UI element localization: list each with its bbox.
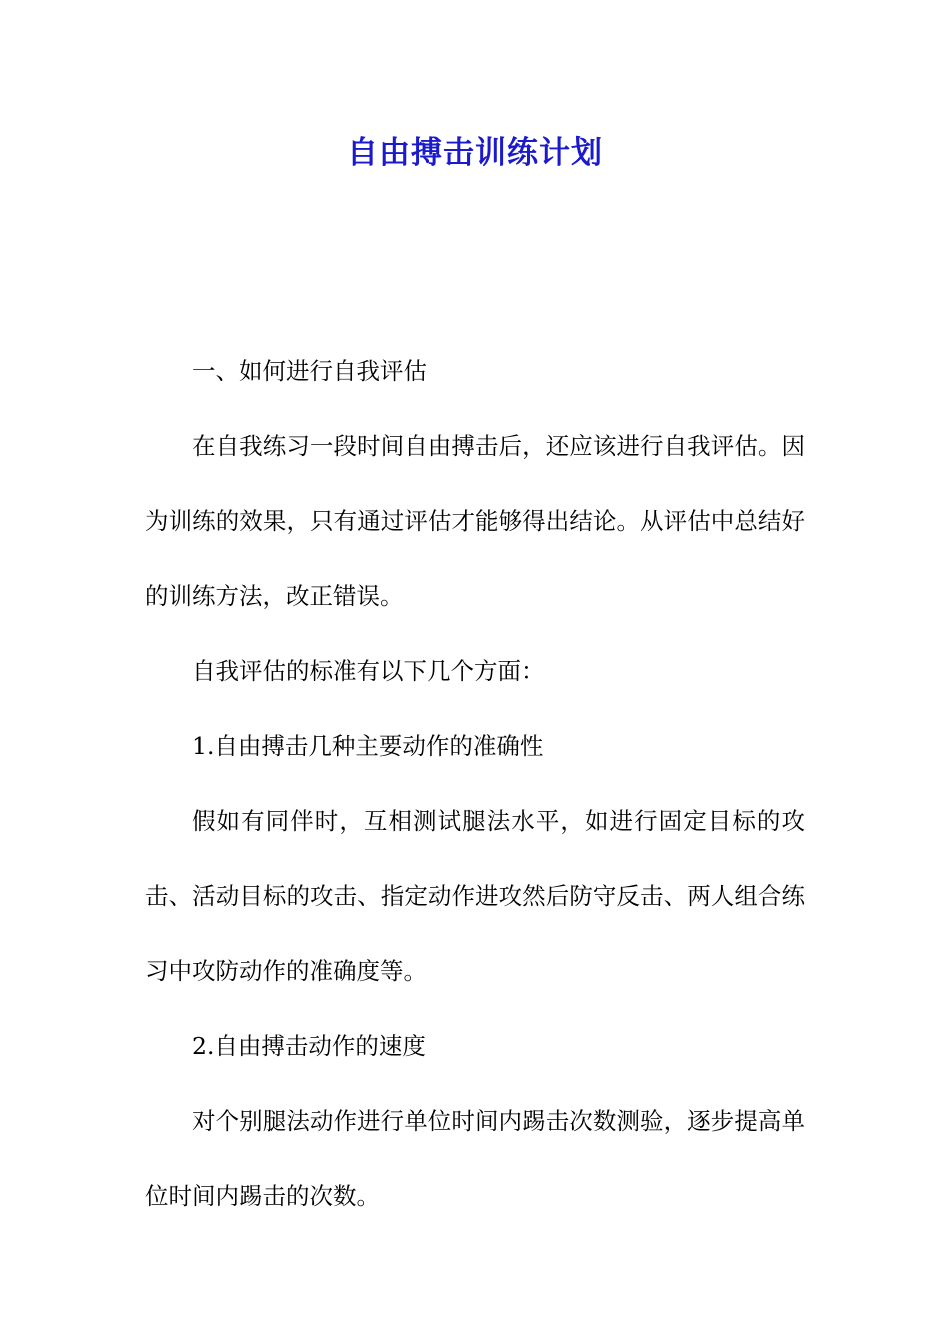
paragraph: 对个别腿法动作进行单位时间内踢击次数测验，逐步提高单位时间内踢击的次数。 <box>145 1107 805 1210</box>
paragraph: 自我评估的标准有以下几个方面： <box>192 657 545 685</box>
list-item-heading: 2.自由搏击动作的速度 <box>192 1032 426 1060</box>
list-item-heading: 1.自由搏击几种主要动作的准确性 <box>192 732 544 760</box>
paragraph: 假如有同伴时，互相测试腿法水平，如进行固定目标的攻击、活动目标的攻击、指定动作进攻然后防守反击、两人组合练习中攻防动作的准确度等。 <box>145 807 805 985</box>
document-title: 自由搏击训练计划 <box>347 135 603 171</box>
section-heading: 一、如何进行自我评估 <box>192 357 427 385</box>
paragraph: 在自我练习一段时间自由搏击后，还应该进行自我评估。因为训练的效果，只有通过评估才能够得出结论。从评估中总结好的训练方法，改正错误。 <box>145 432 805 610</box>
document-body <box>145 334 805 1234</box>
